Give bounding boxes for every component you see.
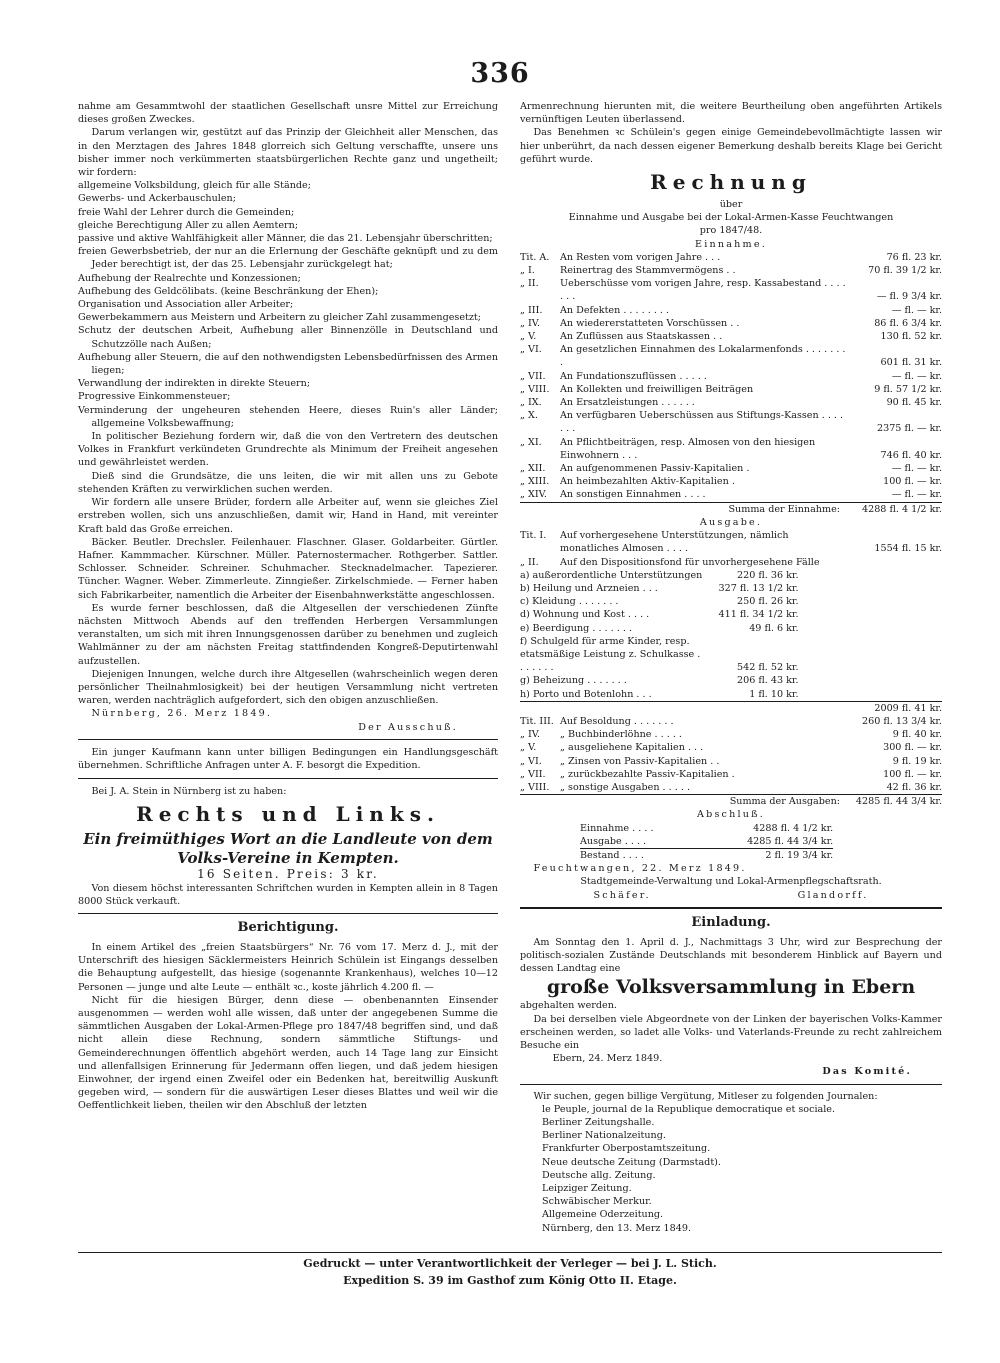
total-amount: 2 fl. 19 3/4 kr.: [737, 848, 833, 862]
title-number: „ XIII.: [520, 476, 550, 488]
list-item: Schwäbischer Merkur.: [542, 1196, 652, 1208]
item-amount: 70 fl. 39 1/2 kr.: [868, 265, 942, 277]
title-number: „ XII.: [520, 463, 546, 475]
item-text: „ ausgeliehene Kapitalien . . .: [560, 742, 704, 754]
divider: [78, 739, 498, 740]
table-row: [520, 370, 942, 383]
item-amount: 2375 fl. — kr.: [876, 423, 942, 435]
item-text: b) Heilung und Arzneien . . .: [520, 582, 658, 594]
demand-item: Schutz der deutschen Arbeit, Aufhebung aller Binnenzölle in Deutschland und Schutzzölle nach Außen;: [78, 325, 498, 350]
table-row: [520, 330, 942, 343]
item-amount: 327 fl. 13 1/2 kr.: [718, 582, 799, 594]
intro-paragraph: Armenrechnung hierunten mit, die weitere Beurtheilung oben angeführten Artikels vernünftigen Leuten überlassend.: [520, 101, 942, 126]
title-number: „ III.: [520, 304, 543, 316]
expense-table: [520, 701, 942, 809]
item-text: g) Beheizung . . . . . . .: [520, 675, 627, 687]
account-subtitle: Einnahme und Ausgabe bei der Lokal-Armen-Kasse Feuchtwangen: [568, 212, 894, 224]
place-date: Nürnberg, 26. Merz 1849.: [91, 708, 273, 720]
title-number: „ IV.: [520, 729, 541, 741]
item-amount: 300 fl. — kr.: [883, 742, 942, 754]
expense-table: [520, 529, 942, 569]
demand-item: freie Wahl der Lehrer durch die Gemeinden;: [78, 206, 295, 218]
item-amount: 601 fl. 31 kr.: [880, 357, 942, 369]
book-subtitle: Ein freimüthiges Wort an die Landleute von dem Volks-Vereine in Kempten.: [83, 830, 493, 868]
table-row: [520, 741, 942, 754]
title-number: „ VI.: [520, 755, 542, 767]
table-row: [520, 436, 942, 462]
item-text: An Fundationszuflüssen . . . . .: [560, 370, 707, 382]
item-text: Ueberschüsse vom vorigen Jahre, resp. Kassabestand . . . . . . .: [560, 278, 846, 303]
item-amount: 9 fl. 57 1/2 kr.: [874, 383, 942, 395]
journals-intro: Wir suchen, gegen billige Vergütung, Mitleser zu folgenden Journalen:: [533, 1090, 878, 1102]
table-row: [520, 728, 942, 741]
total-amount: 4288 fl. 4 1/2 kr.: [846, 502, 942, 516]
total-label: Summa der Einnahme:: [728, 503, 840, 515]
invitation-text: abgehalten werden.: [520, 1000, 617, 1012]
imprint-expedition: Expedition S. 39 im Gasthof zum König Otto II. Etage.: [343, 1274, 677, 1287]
item-text: An heimbezahlten Aktiv-Kapitalien .: [560, 476, 735, 488]
demand-item: Verminderung der ungeheuren stehenden Heere, dieses Ruin's aller Länder; allgemeine Volksbewaffnung;: [78, 404, 498, 429]
body-paragraph: Dieß sind die Grundsätze, die uns leiten, die wir mit allen uns zu Gebote stehenden Kräften zu verwirklichen suchen werden.: [78, 470, 498, 495]
item-amount: 1554 fl. 15 kr.: [874, 543, 942, 555]
total-row: [580, 848, 833, 862]
total-row: [520, 502, 942, 516]
item-amount: 100 fl. — kr.: [883, 768, 942, 780]
invitation-heading: Einladung.: [691, 914, 771, 930]
table-row: [520, 529, 942, 555]
table-row: [520, 781, 942, 795]
item-text: „ sonstige Ausgaben . . . . .: [560, 781, 690, 793]
book-note: Von diesem höchst interessanten Schriftchen wurden in Kempten allein in 8 Tagen 8000 Stück verkauft.: [78, 882, 498, 907]
imprint-printer: Gedruckt — unter Verantwortlichkeit der Verleger — bei J. L. Stich.: [303, 1257, 717, 1270]
subtotal-row: [520, 701, 942, 715]
authority: Stadtgemeinde-Verwaltung und Lokal-Armenpflegschaftsrath.: [580, 876, 882, 888]
book-dealer: Bei J. A. Stein in Nürnberg ist zu haben:: [91, 786, 287, 798]
signer: Schäfer.: [593, 889, 651, 901]
title-number: „ XI.: [520, 436, 542, 448]
title-number: Tit. A.: [520, 251, 550, 263]
divider: [520, 1084, 942, 1085]
body-paragraph: In politischer Beziehung fordern wir, daß die von den Vertretern des deutschen Volkes in Frankfurt verkündeten Grundrechte als Minimum der Freiheit angesehen und gewährleistet werden.: [78, 431, 498, 469]
table-row: [520, 251, 942, 264]
table-row: [520, 688, 799, 701]
title-number: „ IV.: [520, 317, 541, 329]
table-row: [520, 304, 942, 317]
table-row: [520, 264, 942, 277]
item-amount: 100 fl. — kr.: [883, 476, 942, 488]
title-number: „ VI.: [520, 344, 542, 356]
title-number: „ X.: [520, 410, 538, 422]
signers: [520, 889, 942, 902]
body-paragraph: Wir fordern alle unsere Brüder, fordern alle Arbeiter auf, wenn sie gleiches Ziel erstreben wollen, sich uns anzuschließen, damit wir, Hand in Hand, mit vereinter Kraft bald das Große erreichen.: [78, 497, 498, 535]
list-item: Deutsche allg. Zeitung.: [542, 1169, 656, 1181]
table-row: [520, 595, 799, 608]
body-paragraph: Es wurde ferner beschlossen, daß die Altgesellen der verschiedenen Zünfte nächsten Mittwoch Abends auf den treffenden Herbergen Versammlungen veranstalten, um sich mit ihren Innungsgenossen darüber zu benehmen und zugleich Wahlmänner zu der am nächsten Freitag stattfindenden Kongreß-Deputirtenwahl aufzustellen.: [78, 602, 498, 667]
item-text: Reinertrag des Stammvermögens . .: [560, 265, 736, 277]
item-amount: — fl. — kr.: [891, 463, 942, 475]
balance-heading: Abschluß.: [696, 809, 766, 821]
title-number: „ V.: [520, 331, 537, 343]
right-column: [520, 100, 942, 1235]
item-amount: — fl. 9 3/4 kr.: [876, 291, 942, 303]
item-amount: 542 fl. 52 kr.: [737, 662, 799, 674]
item-amount: 9 fl. 19 kr.: [892, 755, 942, 767]
list-item: le Peuple, journal de la Republique democratique et sociale.: [542, 1103, 836, 1115]
account-title: Rechnung: [650, 170, 812, 195]
table-row: [580, 822, 833, 835]
table-row: [520, 475, 942, 488]
invitation-text: Da bei derselben viele Abgeordnete von der Linken der bayerischen Volks-Kammer erscheinen werden, so ladet alle Volks- und Vaterlands-Freunde zu recht zahlreichem Besuche ein: [520, 1013, 942, 1051]
item-text: Auf den Dispositionsfond für unvorhergesehene Fälle: [560, 556, 820, 568]
item-text: An Defekten . . . . . . . .: [560, 304, 670, 316]
item-amount: 411 fl. 34 1/2 kr.: [718, 609, 799, 621]
item-text: d) Wohnung und Kost . . . .: [520, 609, 650, 621]
item-text: An sonstigen Einnahmen . . . .: [560, 489, 706, 501]
item-text: An wiedererstatteten Vorschüssen . .: [560, 317, 740, 329]
item-text: „ Zinsen von Passiv-Kapitalien . .: [560, 755, 720, 767]
table-row: [520, 343, 942, 369]
demand-item: Gewerbs- und Ackerbauschulen;: [78, 193, 236, 205]
demand-item: gleiche Berechtigung Aller zu allen Aemtern;: [78, 219, 299, 231]
footer-divider: [78, 1252, 942, 1253]
journal-list: [520, 1103, 942, 1235]
item-amount: 42 fl. 36 kr.: [886, 781, 942, 793]
intro-paragraph: Darum verlangen wir, gestützt auf das Prinzip der Gleichheit aller Menschen, das in den Merztagen des Jahres 1848 glorreich sich Geltung verschaffte, unsere uns bisher immer noch verkümmerten staatsbürgerlichen Rechte ganz und ungetheilt; wir fordern:: [78, 127, 498, 179]
assembly-headline: große Volksversammlung in Ebern: [546, 976, 916, 999]
list-item: Leipziger Zeitung.: [542, 1183, 632, 1195]
correction-paragraph: In einem Artikel des „freien Staatsbürgers“ Nr. 76 vom 17. Merz d. J., mit der Unterschrift des hiesigen Säcklermeisters Heinrich Schülein ist Eingangs desselben die Behauptung aufgestellt, das hiesige (sogenannte Krankenhaus), welches 10—12 Personen — junge und alte Leute — enthält ꝛc., koste jährlich 4.200 fl. —: [78, 941, 498, 993]
item-text: Ausgabe . . . .: [580, 835, 647, 847]
item-amount: — fl. — kr.: [891, 304, 942, 316]
list-item: Frankfurter Oberpostamtszeitung.: [542, 1143, 711, 1155]
divider: [520, 907, 942, 909]
item-amount: 4288 fl. 4 1/2 kr.: [753, 822, 834, 834]
table-row: [520, 488, 942, 502]
subtotal-amount: 2009 fl. 41 kr.: [846, 701, 942, 715]
list-item: Berliner Zeitungshalle.: [542, 1117, 655, 1129]
table-row: [520, 582, 799, 595]
demand-item: Aufhebung aller Steuern, die auf den nothwendigsten Lebensbedürfnissen des Armen liegen;: [78, 351, 498, 377]
total-amount: 4285 fl. 44 3/4 kr.: [846, 795, 942, 809]
divider: [78, 778, 498, 779]
total-label: Bestand . . . .: [580, 849, 644, 861]
item-text: f) Schulgeld für arme Kinder, resp. etatsmäßige Leistung z. Schulkasse . . . . . . .: [520, 635, 701, 674]
table-row: [520, 396, 942, 409]
table-row: [580, 835, 833, 849]
item-amount: 86 fl. 6 3/4 kr.: [874, 317, 942, 329]
account-subtitle: über: [719, 199, 743, 211]
item-text: „ Buchbinderlöhne . . . . .: [560, 729, 682, 741]
demand-item: passive und aktive Wahlfähigkeit aller Männer, die das 21. Lebensjahr überschritten;: [78, 233, 493, 245]
correction-heading: Berichtigung.: [237, 919, 339, 935]
book-title: Rechts und Links.: [136, 802, 440, 827]
item-text: Einnahme . . . .: [580, 822, 654, 834]
imprint: [78, 1255, 942, 1289]
total-row: [520, 795, 942, 809]
title-number: Tit. III.: [520, 715, 554, 727]
total-label: Summa der Ausgaben:: [729, 796, 840, 808]
item-amount: 250 fl. 26 kr.: [737, 596, 799, 608]
item-amount: 1 fl. 10 kr.: [749, 688, 799, 700]
title-number: „ II.: [520, 278, 539, 290]
demand-item: Verwandlung der indirekten in direkte Steuern;: [78, 378, 311, 390]
invitation-text: Am Sonntag den 1. April d. J., Nachmittags 3 Uhr, wird zur Besprechung der politisch-sozialen Zustände Deutschlands mit besonderem Hinblick auf Bayern und dessen Landtag eine: [520, 936, 942, 975]
table-row: [520, 674, 799, 687]
table-row: [520, 277, 942, 303]
page-number: 336: [470, 58, 530, 89]
sub-expense-table: [520, 569, 799, 701]
title-number: „ XIV.: [520, 489, 547, 501]
item-text: An aufgenommenen Passiv-Kapitalien .: [560, 463, 750, 475]
table-row: [520, 622, 799, 635]
table-row: [520, 409, 942, 435]
item-text: a) außerordentliche Unterstützungen: [520, 569, 703, 581]
item-text: e) Beerdigung . . . . . . .: [520, 622, 633, 634]
list-item: Berliner Nationalzeitung.: [542, 1130, 666, 1142]
income-heading: Einnahme.: [695, 238, 767, 250]
title-number: „ I.: [520, 265, 535, 277]
title-number: „ IX.: [520, 397, 542, 409]
demand-item: Aufhebung des Geldcölibats. (keine Beschränkung der Ehen);: [78, 285, 379, 297]
demand-item: Progressive Einkommensteuer;: [78, 391, 231, 403]
trades-paragraph: Bäcker. Beutler. Drechsler. Feilenhauer. Flaschner. Glaser. Goldarbeiter. Gürtler. Hafner. Kammmacher. Kürschner. Müller. Paternostermacher. Rothgerber. Sattler. Schlosser. Schneider. Schreiner. Schuhmacher. Stecknadelmacher. Tapezierer. Tüncher. Wagner. Weber. Zimmerleute. Zinngießer. Zirkelschmiede. — Ferner haben sich Fabrikarbeiter, namentlich die Arbeiter der Eisenbahnwerkstätte angeschlossen.: [78, 536, 498, 601]
intro-paragraph: Das Benehmen ꝛc Schülein's gegen einige Gemeindebevollmächtigte lassen wir hier unberührt, da nach dessen eigener Bemerkung deshalb bereits Klage bei Gericht geführt wurde.: [520, 127, 942, 165]
demand-item: freien Gewerbsbetrieb, der nur an die Erlernung der Geschäfte geknüpft und zu dem Jeder berechtigt ist, der das 25. Lebensjahr zurückgelegt hat;: [78, 246, 498, 271]
table-row: [520, 715, 942, 728]
signature: Der Ausschuß.: [358, 721, 458, 733]
item-amount: 90 fl. 45 kr.: [886, 397, 942, 409]
place-date: Nürnberg, den 13. Merz 1849.: [542, 1222, 691, 1234]
balance-table: [580, 822, 833, 863]
advertisement: Ein junger Kaufmann kann unter billigen Bedingungen ein Handlungsgeschäft übernehmen. Schriftliche Anfragen unter A. F. besorgt die Expedition.: [78, 746, 498, 771]
table-row: [520, 635, 799, 675]
demand-item: allgemeine Volksbildung, gleich für alle Stände;: [78, 180, 311, 192]
item-amount: 4285 fl. 44 3/4 kr.: [747, 835, 834, 847]
demand-item: Gewerbekammern aus Meistern und Arbeitern zu gleicher Zahl zusammengesetzt;: [78, 312, 481, 324]
item-text: „ zurückbezahlte Passiv-Kapitalien .: [560, 768, 735, 780]
title-number: „ VII.: [520, 370, 546, 382]
place-date: Ebern, 24. Merz 1849.: [552, 1053, 663, 1065]
item-amount: 49 fl. 6 kr.: [749, 622, 799, 634]
table-row: [520, 608, 799, 621]
title-number: Tit. I.: [520, 530, 547, 542]
title-number: „ II.: [520, 556, 539, 568]
item-text: An Zuflüssen aus Staatskassen . .: [560, 331, 723, 343]
item-amount: 746 fl. 40 kr.: [880, 449, 942, 461]
item-text: An Resten vom vorigen Jahre . . .: [560, 251, 721, 263]
intro-paragraph: nahme am Gesammtwohl der staatlichen Gesellschaft unsre Mittel zur Erreichung dieses großen Zweckes.: [78, 101, 498, 126]
item-text: An Pflichtbeiträgen, resp. Almosen von den hiesigen Einwohnern . . .: [560, 436, 816, 461]
item-text: An gesetzlichen Einnahmen des Lokalarmenfonds . . . . . . . .: [560, 344, 846, 369]
table-row: [520, 768, 942, 781]
item-text: An Kollekten und freiwilligen Beiträgen: [560, 383, 754, 395]
table-row: [520, 383, 942, 396]
title-number: „ V.: [520, 742, 537, 754]
body-paragraph: Diejenigen Innungen, welche durch ihre Altgesellen (wahrscheinlich wegen deren persönlicher Theilnahmlosigkeit) bei der heutigen Versammlung nicht vertreten waren, werden nachträglich aufgefordert, sich den obigen anzuschließen.: [78, 668, 498, 707]
item-text: c) Kleidung . . . . . . .: [520, 596, 619, 608]
table-row: [520, 317, 942, 330]
list-item: Allgemeine Oderzeitung.: [542, 1209, 664, 1221]
expense-heading: Ausgabe.: [699, 516, 763, 528]
item-amount: 206 fl. 43 kr.: [737, 675, 799, 687]
demands-list: [78, 179, 498, 430]
divider: [78, 913, 498, 914]
item-text: Auf vorhergesehene Unterstützungen, nämlich monatliches Almosen . . . .: [560, 530, 789, 555]
demand-item: Aufhebung der Realrechte und Konzessionen;: [78, 272, 301, 284]
list-item: Neue deutsche Zeitung (Darmstadt).: [542, 1156, 721, 1168]
table-row: [520, 556, 942, 569]
item-text: h) Porto und Botenlohn . . .: [520, 688, 652, 700]
correction-paragraph: Nicht für die hiesigen Bürger, denn diese — obenbenannten Einsender ausgenommen — werden wohl alle wissen, daß unter der angegebenen Summe die sämmtlichen Ausgaben der Lokal-Armen-Pflege pro 1847/48 begriffen sind, und daß nicht allein diese Rechnung, sondern sämmtliche Stiftungs- und Gemeinderechnungen öffentlich abgehört werden, auch 14 Tage lang zur Einsicht und allenfallsigen Erinnerung für Jedermann offen liegen, und daß jedem hiesigen Einwohner, der irgend einen Zweifel oder ein Bedenken hat, bereitwillig Auskunft gegeben wird, — sondern für die auswärtigen Leser dieses Blattes und weil wir die Oeffentlichkeit lieben, theilen wir den Abschluß der letzten: [78, 994, 498, 1112]
income-table: [520, 251, 942, 516]
item-amount: 9 fl. 40 kr.: [892, 729, 942, 741]
item-text: An Ersatzleistungen . . . . . .: [560, 397, 695, 409]
signer: Glandorff.: [797, 889, 869, 901]
item-amount: 220 fl. 36 kr.: [737, 569, 799, 581]
table-row: [520, 462, 942, 475]
item-amount: 130 fl. 52 kr.: [880, 331, 942, 343]
signature: Das Komité.: [822, 1066, 912, 1078]
place-date: Feuchtwangen, 22. Merz 1849.: [533, 863, 747, 875]
item-amount: 76 fl. 23 kr.: [886, 251, 942, 263]
title-number: „ VIII.: [520, 383, 550, 395]
table-row: [520, 569, 799, 582]
title-number: „ VIII.: [520, 781, 550, 793]
item-amount: — fl. — kr.: [891, 370, 942, 382]
left-column: [78, 100, 498, 1113]
title-number: „ VII.: [520, 768, 546, 780]
item-text: An verfügbaren Ueberschüssen aus Stiftungs-Kassen . . . . . . .: [560, 410, 844, 435]
demand-item: Organisation und Association aller Arbeiter;: [78, 299, 294, 311]
account-subtitle: pro 1847/48.: [699, 225, 763, 237]
item-amount: 260 fl. 13 3/4 kr.: [861, 715, 942, 727]
item-text: Auf Besoldung . . . . . . .: [560, 715, 674, 727]
table-row: [520, 755, 942, 768]
item-amount: — fl. — kr.: [891, 489, 942, 501]
book-price: 16 Seiten. Preis: 3 kr.: [197, 867, 379, 882]
